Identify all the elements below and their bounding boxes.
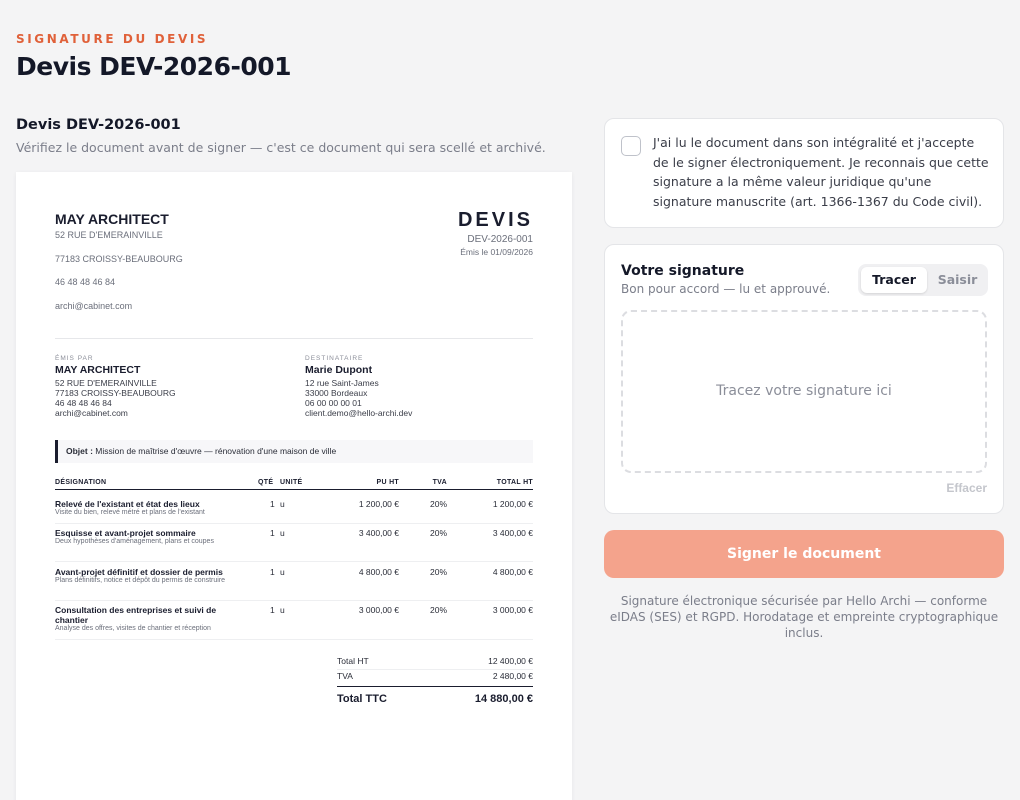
table-header-line <box>55 489 533 490</box>
consent-checkbox[interactable] <box>621 136 641 156</box>
line-pu: 3 400,00 € <box>358 528 399 538</box>
clear-signature-button[interactable]: Effacer <box>946 481 987 495</box>
line-desc: Visite du bien, relevé métré et plans de l'existant <box>55 509 205 516</box>
objet-box <box>55 440 533 463</box>
line-qty: 1 <box>270 528 275 538</box>
line-qty: 1 <box>270 567 275 577</box>
line-pu: 4 800,00 € <box>358 567 399 577</box>
line-title: Esquisse et avant-projet sommaire <box>55 528 196 538</box>
company-address-1: 52 RUE D'EMERAINVILLE <box>55 230 163 240</box>
line-desc: Analyse des offres, visites de chantier et réception <box>55 625 211 632</box>
recipient-address-1: 12 rue Saint-James <box>305 378 379 388</box>
row-divider <box>55 561 533 562</box>
line-unit: u <box>280 528 285 538</box>
company-name: MAY ARCHITECT <box>55 211 169 227</box>
total-ttc-label: Total TTC <box>337 693 387 705</box>
issuer-label: ÉMIS PAR <box>55 355 94 362</box>
table-row <box>55 499 235 518</box>
issuer-phone: 46 48 48 46 84 <box>55 398 112 408</box>
line-tva: 20% <box>429 567 447 577</box>
table-row <box>55 567 235 586</box>
sign-document-button[interactable]: Signer le document <box>604 530 1004 578</box>
issue-date: Émis le 01/09/2026 <box>460 247 533 257</box>
line-title: Consultation des entreprises et suivi de chantier <box>55 605 217 625</box>
consent-text[interactable]: J'ai lu le document dans son intégralité et j'accepte de le signer électroniquement. Je reconnais que cette signature a la même valeur juridique qu'une signature manuscrite (art. 1366-1367 du Code civil). <box>653 135 989 209</box>
company-email: archi@cabinet.com <box>55 301 133 311</box>
signature-pad-hint: Tracez votre signature ici <box>716 383 892 399</box>
line-total: 4 800,00 € <box>492 567 533 577</box>
signature-title: Votre signature <box>621 263 745 279</box>
recipient-label: DESTINATAIRE <box>305 355 364 362</box>
objet-text: Mission de maîtrise d'œuvre — rénovation d'une maison de ville <box>95 446 337 456</box>
issuer-name: MAY ARCHITECT <box>55 364 141 376</box>
row-divider <box>55 523 533 524</box>
total-ht-value: 12 400,00 € <box>488 656 533 666</box>
line-title: Avant-projet définitif et dossier de permis <box>55 567 223 577</box>
line-pu: 3 000,00 € <box>358 605 399 615</box>
recipient-name: Marie Dupont <box>305 364 373 376</box>
issuer-email: archi@cabinet.com <box>55 408 128 418</box>
line-unit: u <box>280 499 285 509</box>
col-designation: DÉSIGNATION <box>55 479 107 486</box>
line-pu: 1 200,00 € <box>358 499 399 509</box>
security-footnote: Signature électronique sécurisée par Hello Archi — conforme eIDAS (SES) et RGPD. Horodatage et empreinte cryptographique inclus. <box>609 594 999 640</box>
header-divider <box>55 338 533 339</box>
line-tva: 20% <box>429 499 447 509</box>
signature-pad[interactable] <box>621 310 987 473</box>
line-unit: u <box>280 605 285 615</box>
signature-mode-toggle <box>858 264 988 296</box>
recipient-email: client.demo@hello-archi.dev <box>305 408 413 418</box>
table-row <box>55 605 235 634</box>
recipient-phone: 06 00 00 00 01 <box>305 398 362 408</box>
col-qty: QTÉ <box>258 479 274 486</box>
line-qty: 1 <box>270 605 275 615</box>
company-phone: 46 48 48 46 84 <box>55 277 116 287</box>
col-unit: UNITÉ <box>280 479 303 486</box>
line-unit: u <box>280 567 285 577</box>
col-tva: TVA <box>432 479 447 486</box>
line-tva: 20% <box>429 528 447 538</box>
eyebrow: SIGNATURE DU DEVIS <box>16 32 209 46</box>
company-address-2: 77183 CROISSY-BEAUBOURG <box>55 254 183 264</box>
line-title: Relevé de l'existant et état des lieux <box>55 499 200 509</box>
signature-card <box>604 244 1004 514</box>
signature-subtitle: Bon pour accord — lu et approuvé. <box>621 282 831 296</box>
page-title: Devis DEV-2026-001 <box>16 52 292 81</box>
line-qty: 1 <box>270 499 275 509</box>
consent-card <box>604 118 1004 228</box>
document-preview-subtitle: Vérifiez le document avant de signer — c'est ce document qui sera scellé et archivé. <box>16 140 546 155</box>
tva-label: TVA <box>337 671 353 681</box>
line-desc: Plans définitifs, notice et dépôt du permis de construire <box>55 577 226 584</box>
line-total: 1 200,00 € <box>492 499 533 509</box>
total-ttc-value: 14 880,00 € <box>474 693 533 705</box>
recipient-block <box>305 355 412 418</box>
objet-label: Objet : <box>66 446 93 456</box>
totals-strong-divider <box>337 686 533 687</box>
document-preview-title: Devis DEV-2026-001 <box>16 117 181 133</box>
tab-type[interactable]: Saisir <box>937 272 978 287</box>
row-divider <box>55 600 533 601</box>
line-tva: 20% <box>429 605 447 615</box>
col-total: TOTAL HT <box>496 479 533 486</box>
line-total: 3 400,00 € <box>492 528 533 538</box>
issuer-address-1: 52 RUE D'EMERAINVILLE <box>55 378 157 388</box>
recipient-address-2: 33000 Bordeaux <box>305 388 368 398</box>
issuer-address-2: 77183 CROISSY-BEAUBOURG <box>55 388 176 398</box>
row-divider <box>55 639 533 640</box>
table-row <box>55 528 235 547</box>
tva-value: 2 480,00 € <box>492 671 533 681</box>
issuer-block <box>55 355 176 418</box>
line-total: 3 000,00 € <box>492 605 533 615</box>
col-pu: PU HT <box>376 479 399 486</box>
tab-draw[interactable]: Tracer <box>861 267 927 293</box>
line-desc: Deux hypothèses d'aménagement, plans et coupes <box>55 538 214 545</box>
total-ht-label: Total HT <box>337 656 369 666</box>
quote-document <box>16 172 572 800</box>
document-type: DEVIS <box>457 209 533 231</box>
document-number: DEV-2026-001 <box>467 234 533 245</box>
totals-divider <box>337 669 533 670</box>
